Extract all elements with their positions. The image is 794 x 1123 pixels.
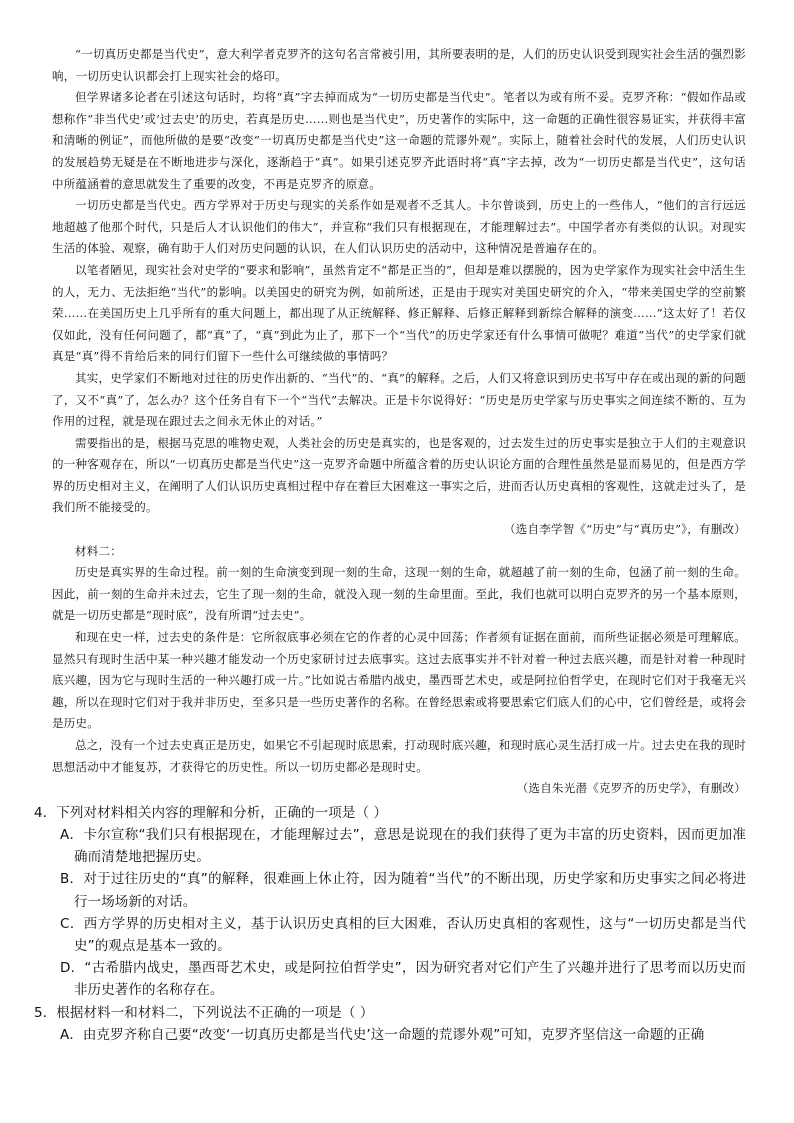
question-stem: 4．下列对材料相关内容的理解和分析，正确的一项是（ ） [34,804,388,821]
question-stem: 5．根据材料一和材料二，下列说法不正确的一项是（ ） [34,1004,374,1021]
paragraph: 其实，史学家们不断地对过往的历史作出新的、“当代”的、“真”的解释。之后，人们又将意识到历史书写中存在或出现的新的问题了，又不“真”了，怎么办？这个任务自有下一个“当代”去解决。正是卡尔说得好：“历史是历史学家与历史事实之间连续不断的、互为作用的过程，就是现在跟过去之间永无休止的对话。” [52,370,746,429]
question-option: B．对于过往历史的“真”的解释，很难画上休止符，因为随着“当代”的不断出现，历史学家和历史事实之间必将进行一场场新的对话。 [60,871,746,910]
question-option: C．西方学界的历史相对主义，基于认识历史真相的巨大困难，否认历史真相的客观性，这与“一切历史都是当代史”的观点是基本一致的。 [60,915,746,954]
questions [34,802,746,1046]
paragraph: 总之，没有一个过去史真正是历史，如果它不引起现时底思索，打动现时底兴趣，和现时底心灵生活打成一片。过去史在我的现时思想活动中才能复苏，才获得它的历史性。所以一切历史都必是现时史。 [52,738,746,774]
question-option: A．由克罗齐称自己要“改变‘一切真历史都是当代史’这一命题的荒谬外观”可知，克罗齐坚信这一命题的正确 [60,1026,705,1043]
material-heading: 材料二： [75,543,122,558]
paragraph: 一切历史都是当代史。西方学界对于历史与现实的关系作如是观者不乏其人。卡尔曾谈到，历史上的一些伟人，“他们的言行远远地超越了他那个时代，只是后人才认识他们的伟大”，并宣称“我们只有根据现在，才能理解过去”。中国学者亦有类似的认识。对现实生活的体验、观察，确有助于人们对历史问题的认识，在人们认识历史的活动中，这种情况是普遍存在的。 [52,198,746,256]
paragraph: 历史是真实界的生命过程。前一刻的生命演变到现一刻的生命，这现一刻的生命，就超越了前一刻的生命，包涵了前一刻的生命。因此，前一刻的生命并未过去，它生了现一刻的生命，就没入现一刻的生命里面。至此，我们也就可以明白克罗齐的另一个基本原则，就是一切历史都是“现时底”，没有所谓“过去史”。 [52,565,746,623]
source-citation: （选自朱光潜《克罗齐的历史学》，有删改） [516,781,746,796]
paragraph: 需要指出的是，根据马克思的唯物史观，人类社会的历史是真实的，也是客观的，过去发生过的历史事实是独立于人们的主观意识的一种客观存在，所以“一切真历史都是当代史”这一克罗齐命题中所蕴含着的历史认识论方面的合理性虽然是显而易见的，但是西方学界的历史相对主义，在阐明了人们认识历史真相过程中存在着巨大困难这一事实之后，进而否认历史真相的客观性，这就走过头了，是我们所不能接受的。 [52,435,746,515]
paragraph: 以笔者陋见，现实社会对史学的“要求和影响”，虽然肯定不“都是正当的”，但却是难以摆脱的，因为史学家作为现实社会中活生生的人，无力、无法拒绝“当代”的影响。以美国史的研究为例，如前所述，正是由于现实对美国史研究的介入，“带来美国史学的空前繁荣……在美国历史上几乎所有的重大问题上，都出现了从正统解释、修正解释、后修正解释到新综合解释的演变……”这太好了！若仅仅如此，没有任何问题了，都“真”了，“真”到此为止了，那下一个“当代”的历史学家还有什么事情可做呢？难道“当代”的史学家们就真是“真”得不肯给后来的同行们留下一些什么可继续做的事情吗？ [52,262,746,364]
question-option: D．“古希腊内战史，墨西哥艺术史，或是阿拉伯哲学史”，因为研究者对它们产生了兴趣并进行了思考而以历史而非历史著作的名称存在。 [60,960,746,999]
material-two [52,541,746,800]
material-one [52,44,746,541]
source-citation: （选自李学智《“历史”与“真历史”》，有删改） [503,522,746,537]
paragraph: “一切真历史都是当代史”，意大利学者克罗齐的这句名言常被引用，其所要表明的是，人们的历史认识受到现实社会生活的强烈影响，一切历史认识都会打上现实社会的烙印。 [52,47,746,83]
paragraph: 但学界诸多论者在引述这句话时，均将“真”字去掉而成为“一切历史都是当代史”。笔者以为或有所不妥。克罗齐称：“假如作品或想称作“非当代史’或‘过去史’的历史，若真是历史……则也是当代史”，历史著作的实际中，这一命题的正确性很容易证实，并获得丰富和清晰的例证”，而他所做的是要“改变“一切真历史都是当代史”这一命题的荒谬外观”。实际上，随着社会时代的发展，人们历史认识的发展趋势无疑是在不断地进步与深化，逐渐趋于“真”。如果引述克罗齐此语时将“真”字去掉，改为“一切历史都是当代史”，这句话中所蕴涵着的意思就发生了重要的改变，不再是克罗齐的原意。 [52,90,746,191]
question-option: A．卡尔宣称“我们只有根据现在，才能理解过去”，意思是说现在的我们获得了更为丰富的历史资料，因而更加准确而清楚地把握历史。 [60,826,746,866]
document-page [34,44,746,1046]
paragraph: 和现在史一样，过去史的条件是：它所叙底事必须在它的作者的心灵中回荡；作者须有证据在面前，而所些证据必须是可理解底。显然只有现时生活中某一种兴趣才能发动一个历史家研讨过去底事实。这过去底事实并不针对着一种过去底兴趣，而是针对着一种现时底兴趣，因为它与现时生活的一种兴趣打成一片。”比如说古希腊内战史，墨西哥艺术史，或是阿拉伯哲学史，在现时它们对于我毫无兴趣，所以在现时它们对于我并非历史，至多只是一些历史著作的名称。在曾经思索或将要思索它们底人们的心中，它们曾经是，或将会是历史。 [52,630,746,731]
